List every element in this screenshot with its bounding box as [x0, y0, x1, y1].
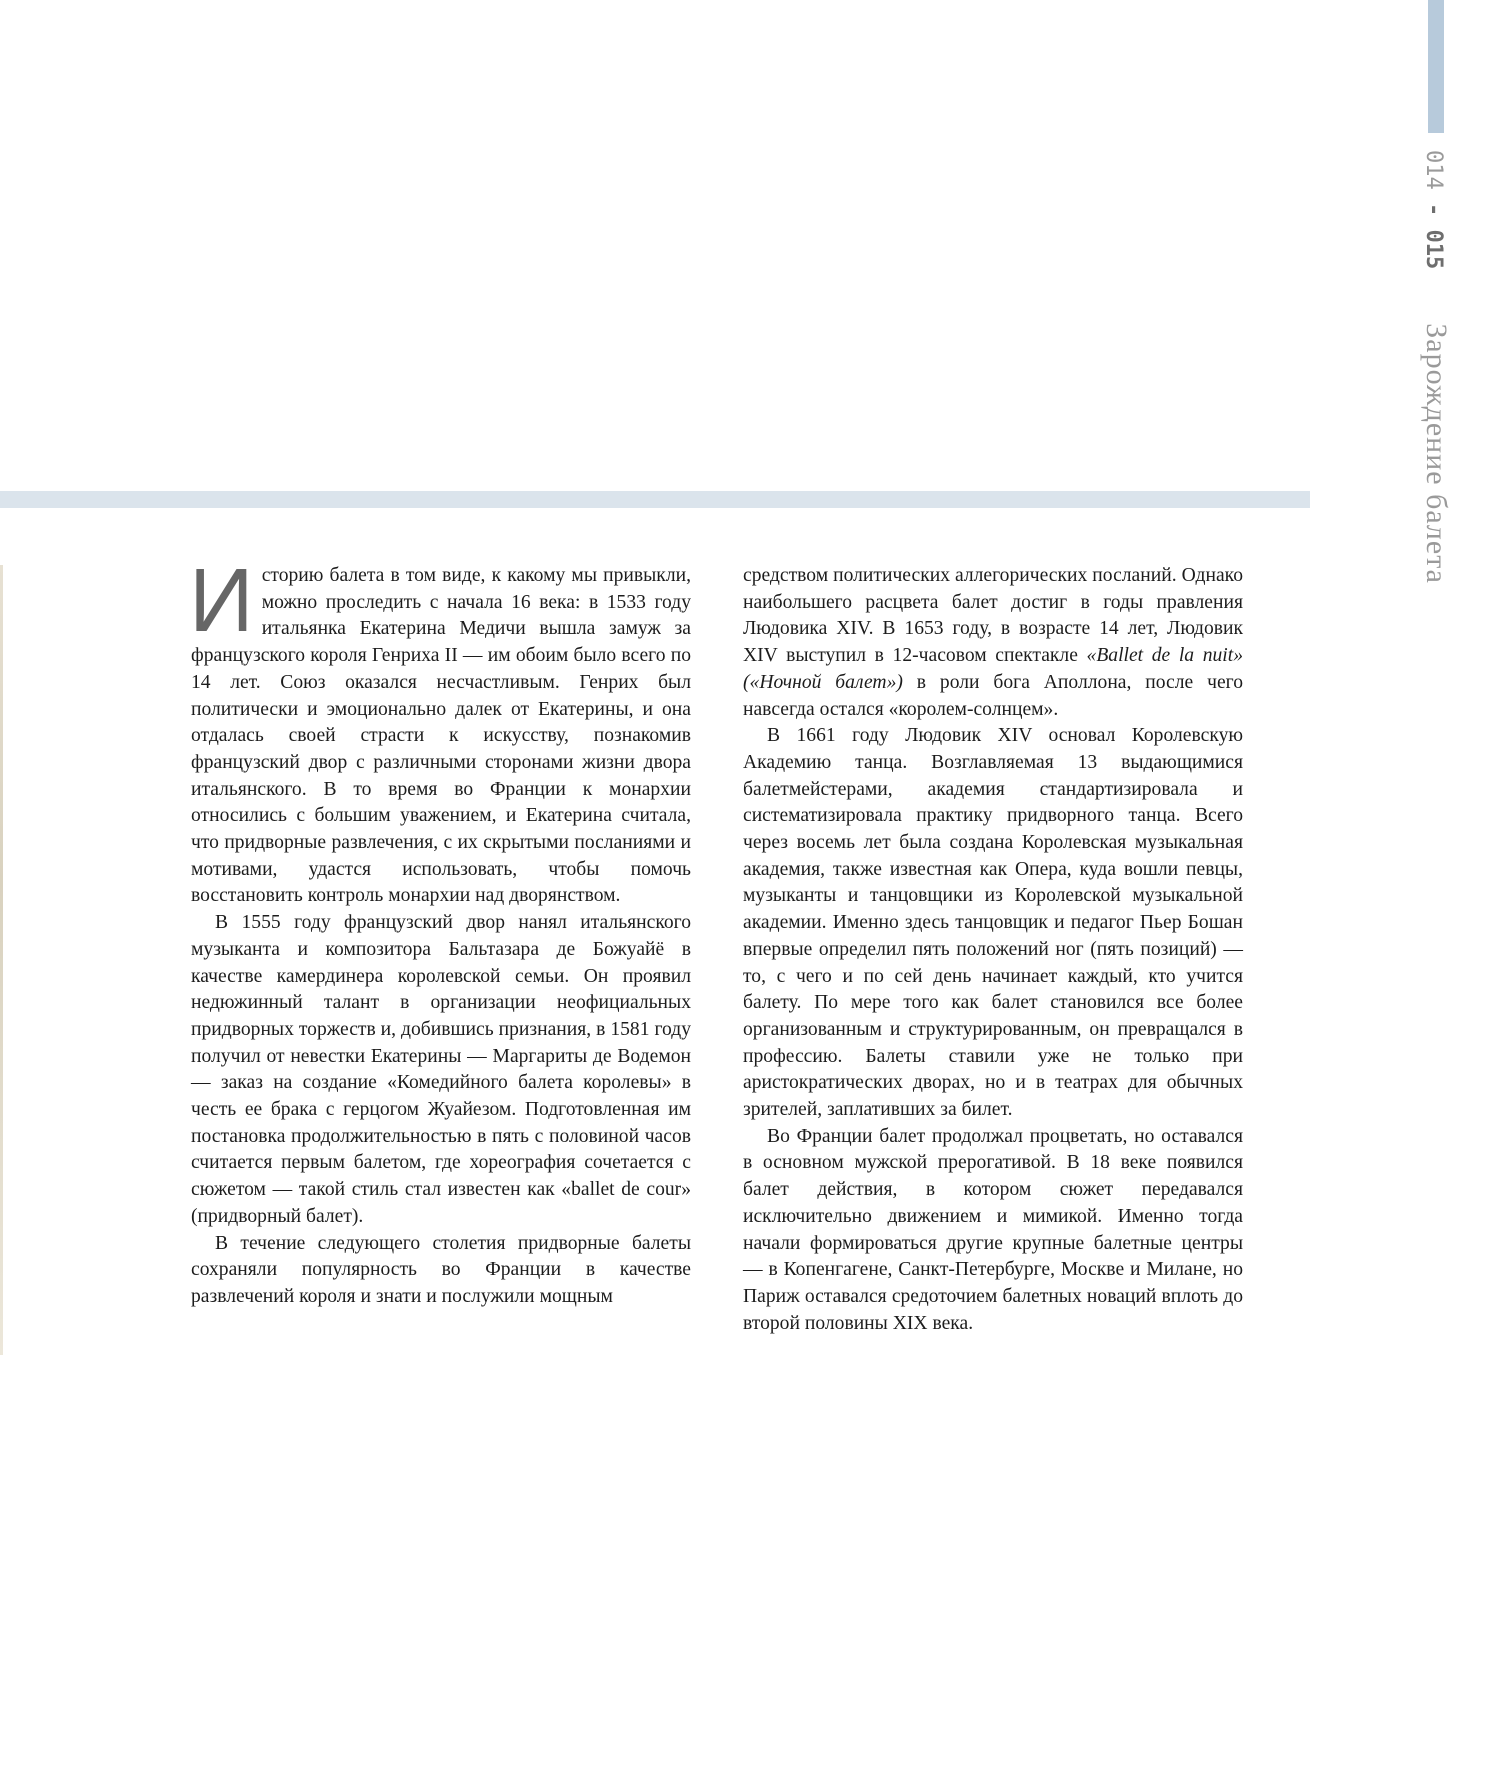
left-column — [189, 551, 691, 1311]
running-head — [1418, 150, 1454, 590]
paragraph-2: В 1555 году французский двор нанял итальянского музыканта и композитора Бальтазара де Божуайё в качестве камердинера королевской семьи. Он проявил недюжинный талант в организации неофициальных придворных торжеств и, добившись признания, в 1581 году получил от невестки Екатерины — Маргариты де Водемон — заказ на создание «Комедийного балета королевы» в честь ее брака с герцогом Жуайезом. Подготовленная им постановка продолжительностью в пять с половиной часов считается первым балетом, где хореография сочетается с сюжетом — такой стиль стал известен как «ballet de cour» (придворный балет). — [191, 912, 691, 1227]
page-number-right: 015 — [1421, 229, 1446, 270]
paragraph-4-text-before: средством политических аллегорических посланий. Однако наибольшего расцвета балет достиг в годы правления Людовика XIV. В 1653 году, в возрасте 14 лет, Людовик XIV выступил в 12-часовом спектакле — [743, 565, 1243, 667]
paragraph-1-text: сторию балета в том виде, к какому мы привыкли, можно проследить с начала 16 века: в 1533 году итальянка Екатерина Медичи вышла замуж за французского короля Генриха II — им обоим было всего по 14 лет. Союз оказался несчастливым. Генрих был политически и эмоционально далек от Екатерины, и она отдалась своей страсти к искусству, познакомив французский двор с различными сторонами жизни двора итальянского. В то время во Франции к монархии относились с большим уважением, и Екатерина считала, что придворные развлечения, с их скрытыми посланиями и мотивами, удастся использовать, чтобы помочь восстановить контроль монархии над дворянством. — [191, 565, 691, 907]
paragraph-1 — [189, 551, 691, 910]
paragraph-6: Во Франции балет продолжал процветать, но оставался в основном мужской прерогативой. В 18 веке появился балет действия, в котором сюжет передавался исключительно движением и мимикой. Именно тогда начали формироваться другие крупные балетные центры — в Копенгагене, Санкт-Петербурге, Москве и Милане, но Париж оставался средоточием балетных новаций вплоть до второй половины XIX века. — [743, 1125, 1243, 1334]
edge-strip — [0, 565, 3, 1355]
section-title: Зарождение балета — [1420, 323, 1453, 584]
page-numbers — [1421, 150, 1446, 269]
right-column — [743, 563, 1243, 1337]
page-number-left: 014 — [1421, 150, 1446, 190]
ballet-title-italic: «Ballet de la nuit» («Ночной балет») — [743, 645, 1243, 693]
accent-tab-bar — [1428, 0, 1444, 133]
paragraph-4 — [743, 563, 1243, 723]
paragraph-4-text-after: в роли бога Аполлона, после чего навсегда остался «королем-солнцем». — [743, 671, 1243, 720]
paragraph-5: В 1661 году Людовик XIV основал Королевскую Академию танца. Возглавляемая 13 выдающимися балетмейстерами, академия стандартизировала и систематизировала практику придворного танца. Всего через восемь лет была создана Королевская музыкальная академия, также известная как Опера, куда вошли певцы, музыканты и танцовщики из Королевской музыкальной академии. Именно здесь танцовщик и педагог Пьер Бошан впервые определил пять положений ног (пять позиций) — то, с чего и по сей день начинает каждый, кто учится балету. По мере того как балет становился все более организованным и структурированным, он превращался в профессию. Балеты ставили уже не только при аристократических дворах, но и в театрах для обычных зрителей, заплативших за билет. — [743, 725, 1243, 1121]
running-head-text — [1415, 150, 1454, 584]
horizontal-band — [0, 491, 1310, 508]
page-number-separator: - — [1421, 189, 1446, 230]
drop-cap: И — [189, 551, 254, 651]
paragraph-3: В течение следующего столетия придворные балеты сохраняли популярность во Франции в качестве развлечений короля и знати и послужили мощным — [191, 1232, 691, 1307]
